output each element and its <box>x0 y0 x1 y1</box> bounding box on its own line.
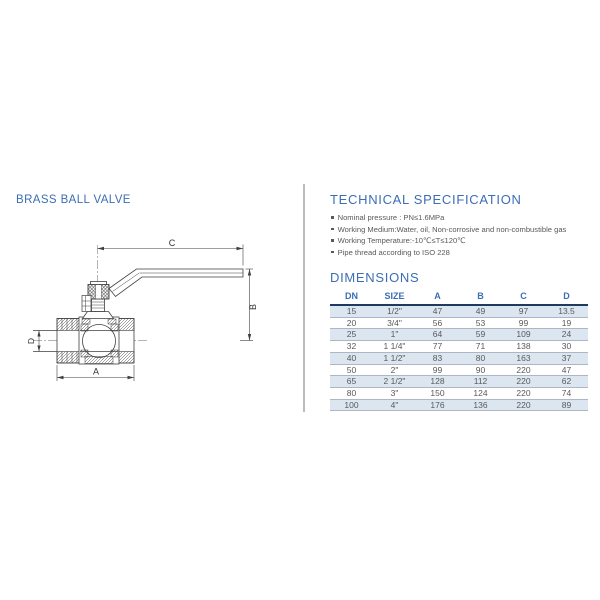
table-cell: 59 <box>459 329 502 341</box>
table-row <box>330 387 588 399</box>
table-cell: 220 <box>502 376 545 388</box>
valve-technical-drawing <box>0 228 310 400</box>
table-cell: 150 <box>416 387 459 399</box>
table-cell: 124 <box>459 387 502 399</box>
column-header-dn: DN <box>330 291 373 305</box>
table-cell: 109 <box>502 329 545 341</box>
table-cell: 138 <box>502 341 545 353</box>
column-header-c: C <box>502 291 545 305</box>
table-cell: 90 <box>459 364 502 376</box>
valve-stem <box>82 282 114 319</box>
table-cell: 220 <box>502 399 545 411</box>
table-cell: 25 <box>330 329 373 341</box>
bullet-icon <box>331 239 334 242</box>
column-header-size: SIZE <box>373 291 416 305</box>
tech-spec-title: TECHNICAL SPECIFICATION <box>330 192 522 207</box>
spec-item-text: Pipe thread according to ISO 228 <box>337 247 450 257</box>
spec-item <box>330 236 596 248</box>
table-cell: 220 <box>502 387 545 399</box>
bore-lines <box>33 331 57 352</box>
product-title: BRASS BALL VALVE <box>16 194 131 206</box>
column-header-a: A <box>416 291 459 305</box>
spec-item-text: Working Temperature:-10℃≤T≤120℃ <box>337 236 466 245</box>
bullet-icon <box>331 216 334 219</box>
dimension-c <box>98 238 244 266</box>
table-cell: 40 <box>330 352 373 364</box>
table-cell: 49 <box>459 305 502 317</box>
spec-item <box>330 213 596 225</box>
table-cell: 71 <box>459 341 502 353</box>
table-cell: 50 <box>330 364 373 376</box>
table-row <box>330 305 588 317</box>
bullet-icon <box>331 228 334 231</box>
table-cell: 24 <box>545 329 588 341</box>
column-header-b: B <box>459 291 502 305</box>
table-cell: 74 <box>545 387 588 399</box>
table-row <box>330 376 588 388</box>
table-cell: 15 <box>330 305 373 317</box>
dimensions-table-header <box>330 291 588 305</box>
table-cell: 53 <box>459 317 502 329</box>
table-cell: 13.5 <box>545 305 588 317</box>
table-row <box>330 399 588 411</box>
table-cell: 37 <box>545 352 588 364</box>
table-cell: 32 <box>330 341 373 353</box>
table-cell: 80 <box>459 352 502 364</box>
valve-body <box>57 317 134 364</box>
table-row <box>330 341 588 353</box>
table-cell: 220 <box>502 364 545 376</box>
table-cell: 2 1/2" <box>373 376 416 388</box>
dimension-label-d: D <box>26 337 36 345</box>
dimension-label-a: A <box>92 366 100 377</box>
table-cell: 136 <box>459 399 502 411</box>
table-cell: 97 <box>502 305 545 317</box>
dimension-label-c: C <box>168 238 176 248</box>
spec-item-text: Working Medium:Water, oil, Non-corrosive and non-combustible gas <box>337 224 567 234</box>
table-cell: 99 <box>502 317 545 329</box>
table-cell: 176 <box>416 399 459 411</box>
table-cell: 128 <box>416 376 459 388</box>
table-cell: 1 1/2" <box>373 352 416 364</box>
table-cell: 30 <box>545 341 588 353</box>
table-cell: 163 <box>502 352 545 364</box>
table-cell: 4" <box>373 399 416 411</box>
tech-spec-list <box>330 213 596 259</box>
column-header-d: D <box>545 291 588 305</box>
table-cell: 62 <box>545 376 588 388</box>
dimensions-table <box>330 291 588 411</box>
table-cell: 20 <box>330 317 373 329</box>
table-cell: 83 <box>416 352 459 364</box>
spec-item <box>330 248 596 260</box>
valve-handle <box>109 269 243 297</box>
dimension-a <box>57 365 134 381</box>
table-cell: 100 <box>330 399 373 411</box>
table-cell: 47 <box>416 305 459 317</box>
dimension-b <box>240 269 258 341</box>
table-cell: 112 <box>459 376 502 388</box>
spec-item-text: Nominal pressure : PN≤1.6MPa <box>337 213 445 222</box>
table-cell: 89 <box>545 399 588 411</box>
table-cell: 3/4" <box>373 317 416 329</box>
table-cell: 2" <box>373 364 416 376</box>
table-cell: 80 <box>330 387 373 399</box>
table-row <box>330 329 588 341</box>
table-cell: 77 <box>416 341 459 353</box>
table-row <box>330 364 588 376</box>
table-cell: 1" <box>373 329 416 341</box>
table-cell: 19 <box>545 317 588 329</box>
table-row <box>330 317 588 329</box>
table-cell: 1 1/4" <box>373 341 416 353</box>
table-cell: 99 <box>416 364 459 376</box>
spec-item <box>330 225 596 237</box>
table-cell: 3" <box>373 387 416 399</box>
table-cell: 64 <box>416 329 459 341</box>
dimensions-title: DIMENSIONS <box>330 270 420 285</box>
dimensions-table-body <box>330 305 588 411</box>
bullet-icon <box>331 251 334 254</box>
table-cell: 56 <box>416 317 459 329</box>
dimension-label-b: B <box>248 303 258 311</box>
panel-divider <box>303 184 305 412</box>
table-cell: 47 <box>545 364 588 376</box>
table-row <box>330 352 588 364</box>
dimension-d <box>26 331 41 352</box>
table-cell: 1/2" <box>373 305 416 317</box>
table-cell: 65 <box>330 376 373 388</box>
